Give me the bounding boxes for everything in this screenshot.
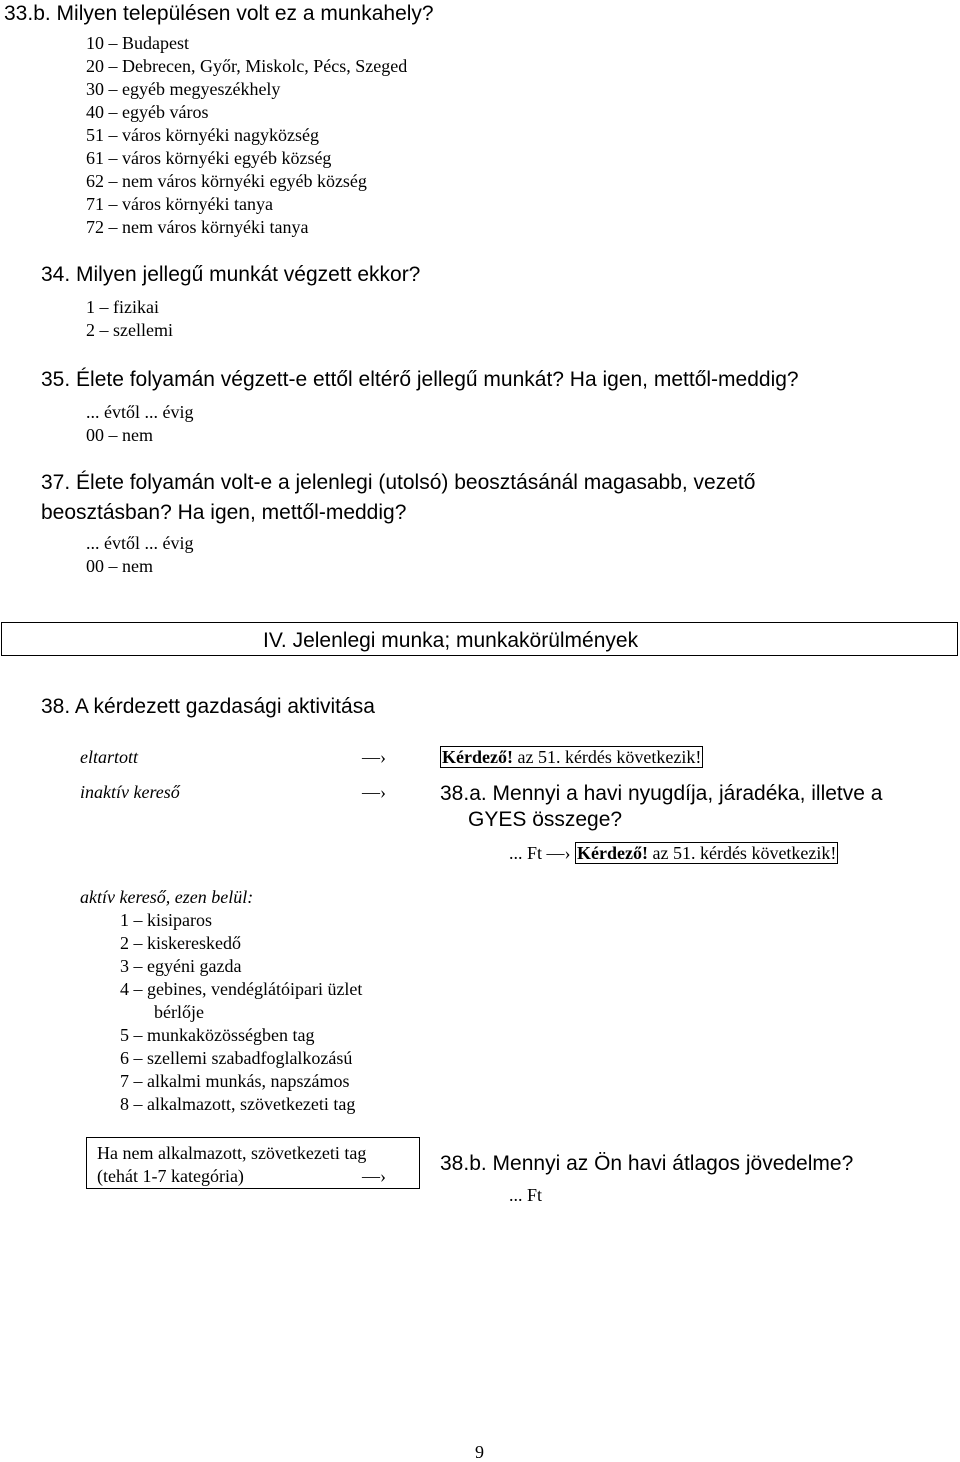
question-37-title-line1: 37. Élete folyamán volt-e a jelenlegi (utolsó) beosztásánál magasabb, vezető: [41, 471, 756, 494]
year-range-field[interactable]: ... évtől ... évig: [86, 533, 194, 553]
option-item: 2 – szellemi: [86, 320, 173, 340]
option-item: 2 – kiskereskedő: [120, 933, 241, 953]
question-34-title: 34. Milyen jellegű munkát végzett ekkor?: [41, 263, 421, 286]
interviewer-instruction: [440, 748, 703, 766]
option-item-continued: bérlője: [154, 1002, 204, 1022]
option-item: 6 – szellemi szabadfoglalkozású: [120, 1048, 353, 1068]
option-item: 7 – alkalmi munkás, napszámos: [120, 1071, 350, 1091]
option-item: 5 – munkaközösségben tag: [120, 1025, 315, 1045]
question-35-title: 35. Élete folyamán végzett-e ettől eltérő jellegű munkát? Ha igen, mettől-meddig?: [41, 368, 799, 391]
arrow-icon: —›: [362, 782, 386, 802]
arrow-icon: —›: [362, 1166, 386, 1186]
question-38a-title-line1: 38.a. Mennyi a havi nyugdíja, járadéka, illetve a: [440, 782, 883, 805]
question-38a-title-line2: GYES összege?: [468, 808, 623, 831]
option-item: 1 – fizikai: [86, 297, 159, 317]
option-item: 20 – Debrecen, Győr, Miskolc, Pécs, Szeged: [86, 56, 408, 76]
option-item: 40 – egyéb város: [86, 102, 209, 122]
skip-instruction: az 51. kérdés következik!: [652, 843, 837, 863]
option-item: 10 – Budapest: [86, 33, 189, 53]
option-item: 71 – város környéki tanya: [86, 194, 273, 214]
question-37-title-line2: beosztásban? Ha igen, mettől-meddig?: [41, 501, 407, 524]
kerdezo-label: Kérdező!: [577, 843, 648, 863]
page-number: 9: [475, 1442, 484, 1462]
arrow-icon: —›: [546, 843, 571, 863]
eltartott-label: eltartott: [80, 747, 138, 767]
option-item: 00 – nem: [86, 556, 153, 576]
instruction-line2: (tehát 1-7 kategória): [97, 1166, 244, 1186]
option-item: 51 – város környéki nagyközség: [86, 125, 319, 145]
option-item: 72 – nem város környéki tanya: [86, 217, 309, 237]
section-title: IV. Jelenlegi munka; munkakörülmények: [263, 629, 639, 652]
option-item: 61 – város környéki egyéb község: [86, 148, 332, 168]
year-range-field[interactable]: ... évtől ... évig: [86, 402, 194, 422]
aktiv-header: aktív kereső, ezen belül:: [80, 887, 254, 907]
question-38-title: 38. A kérdezett gazdasági aktivitása: [41, 695, 375, 718]
option-item: 62 – nem város környéki egyéb község: [86, 171, 367, 191]
question-38b-title: 38.b. Mennyi az Ön havi átlagos jövedelme?: [440, 1152, 854, 1175]
option-item: 1 – kisiparos: [120, 910, 212, 930]
kerdezo-label: Kérdező!: [442, 747, 513, 767]
skip-instruction: az 51. kérdés következik!: [517, 747, 702, 767]
option-item: 3 – egyéni gazda: [120, 956, 242, 976]
income-amount-field[interactable]: ... Ft: [509, 1185, 543, 1205]
option-item: 30 – egyéb megyeszékhely: [86, 79, 281, 99]
instruction-line1: Ha nem alkalmazott, szövetkezeti tag: [97, 1143, 367, 1163]
arrow-icon: —›: [362, 747, 386, 767]
option-item: 00 – nem: [86, 425, 153, 445]
inaktiv-label: inaktív kereső: [80, 782, 180, 802]
option-item: 4 – gebines, vendéglátóipari üzlet: [120, 979, 363, 999]
pension-amount-field[interactable]: ... Ft: [509, 843, 543, 863]
question-33b-title: 33.b. Milyen településen volt ez a munkahely?: [4, 2, 434, 25]
option-item: 8 – alkalmazott, szövetkezeti tag: [120, 1094, 356, 1114]
pension-answer-row: [509, 844, 838, 862]
